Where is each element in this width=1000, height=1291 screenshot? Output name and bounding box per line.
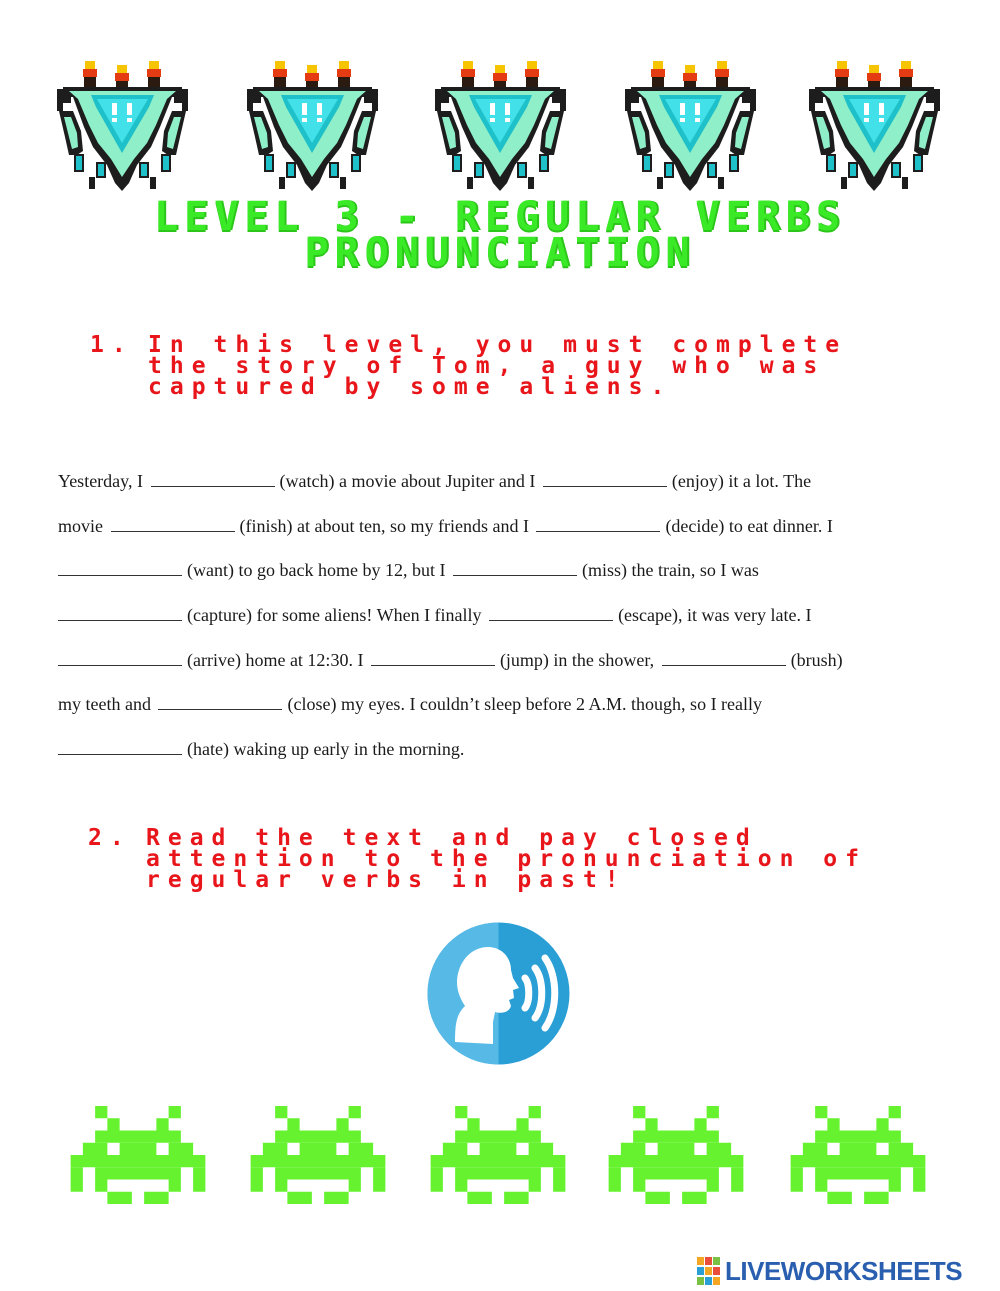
answer-blank[interactable] bbox=[58, 651, 182, 666]
spaceship-icon bbox=[623, 55, 758, 195]
space-invader-icon bbox=[70, 1106, 206, 1204]
answer-blank[interactable] bbox=[371, 651, 495, 666]
answer-blank[interactable] bbox=[662, 651, 786, 666]
spaceship-icon bbox=[807, 55, 942, 195]
story-text-segment: (enjoy) it a lot. The bbox=[671, 471, 812, 491]
story-text-segment: movie bbox=[58, 515, 108, 536]
spaceship-row bbox=[55, 55, 945, 195]
story-text-segment: Yesterday, I bbox=[58, 471, 148, 491]
spaceship-icon bbox=[55, 55, 190, 195]
instruction-text: In this level, you must complete the story of Tom, a guy who was captured by some aliens. bbox=[148, 332, 848, 400]
space-invader-icon bbox=[430, 1106, 566, 1204]
speaking-head-icon[interactable] bbox=[427, 922, 570, 1065]
story-text-segment: (jump) in the shower, bbox=[499, 649, 659, 670]
story-line bbox=[58, 598, 938, 643]
answer-blank[interactable] bbox=[58, 606, 182, 621]
story-text-segment: (brush) bbox=[790, 649, 843, 670]
story-line bbox=[58, 509, 938, 554]
instruction-text: Read the text and pay closed attention to the pronunciation of regular verbs in past! bbox=[146, 825, 867, 893]
logo-text: LIVEWORKSHEETS bbox=[725, 1255, 963, 1286]
story-line bbox=[58, 553, 938, 598]
story-text-segment: my teeth and bbox=[58, 694, 156, 715]
story-text-segment: (finish) at about ten, so my friends and I bbox=[239, 515, 534, 536]
invader-row bbox=[70, 1106, 930, 1206]
page-title-line-1: LEVEL 3 - REGULAR VERBS bbox=[154, 194, 846, 240]
story-text-segment: (capture) for some aliens! When I finally bbox=[187, 605, 487, 626]
instruction-number: 1. bbox=[90, 332, 134, 358]
instruction-2 bbox=[88, 825, 916, 893]
answer-blank[interactable] bbox=[453, 561, 577, 576]
story-line bbox=[58, 732, 938, 777]
story-text-segment: (escape), it was very late. I bbox=[618, 605, 812, 626]
story-text-segment: (watch) a movie about Jupiter and I bbox=[279, 471, 540, 491]
story-line bbox=[58, 687, 938, 732]
story-text-segment: (close) my eyes. I couldn’t sleep before 2 A.M. though, so I really bbox=[287, 694, 763, 715]
story-text-segment: (hate) waking up early in the morning. bbox=[187, 739, 465, 760]
story-text-segment: (miss) the train, so I was bbox=[581, 560, 759, 581]
answer-blank[interactable] bbox=[158, 695, 282, 710]
instruction-number: 2. bbox=[88, 825, 132, 851]
page-title-line-2: PRONUNCIATION bbox=[304, 230, 696, 276]
space-invader-icon bbox=[790, 1106, 926, 1204]
space-invader-icon bbox=[608, 1106, 744, 1204]
answer-blank[interactable] bbox=[151, 472, 275, 487]
story-line bbox=[58, 643, 938, 688]
answer-blank[interactable] bbox=[58, 740, 182, 755]
answer-blank[interactable] bbox=[58, 561, 182, 576]
answer-blank[interactable] bbox=[489, 606, 613, 621]
spaceship-icon bbox=[433, 55, 568, 195]
story-text-segment: (want) to go back home by 12, but I bbox=[187, 560, 450, 581]
liveworksheets-logo[interactable] bbox=[697, 1256, 962, 1286]
answer-blank[interactable] bbox=[111, 517, 235, 532]
story-text bbox=[58, 464, 938, 777]
logo-blocks-icon bbox=[697, 1257, 721, 1285]
answer-blank[interactable] bbox=[543, 472, 667, 487]
answer-blank[interactable] bbox=[536, 517, 660, 532]
instruction-1 bbox=[90, 332, 918, 400]
story-text-segment: (arrive) home at 12:30. I bbox=[187, 649, 368, 670]
spaceship-icon bbox=[245, 55, 380, 195]
space-invader-icon bbox=[250, 1106, 386, 1204]
story-text-segment: (decide) to eat dinner. I bbox=[665, 515, 833, 536]
story-line bbox=[58, 464, 938, 509]
